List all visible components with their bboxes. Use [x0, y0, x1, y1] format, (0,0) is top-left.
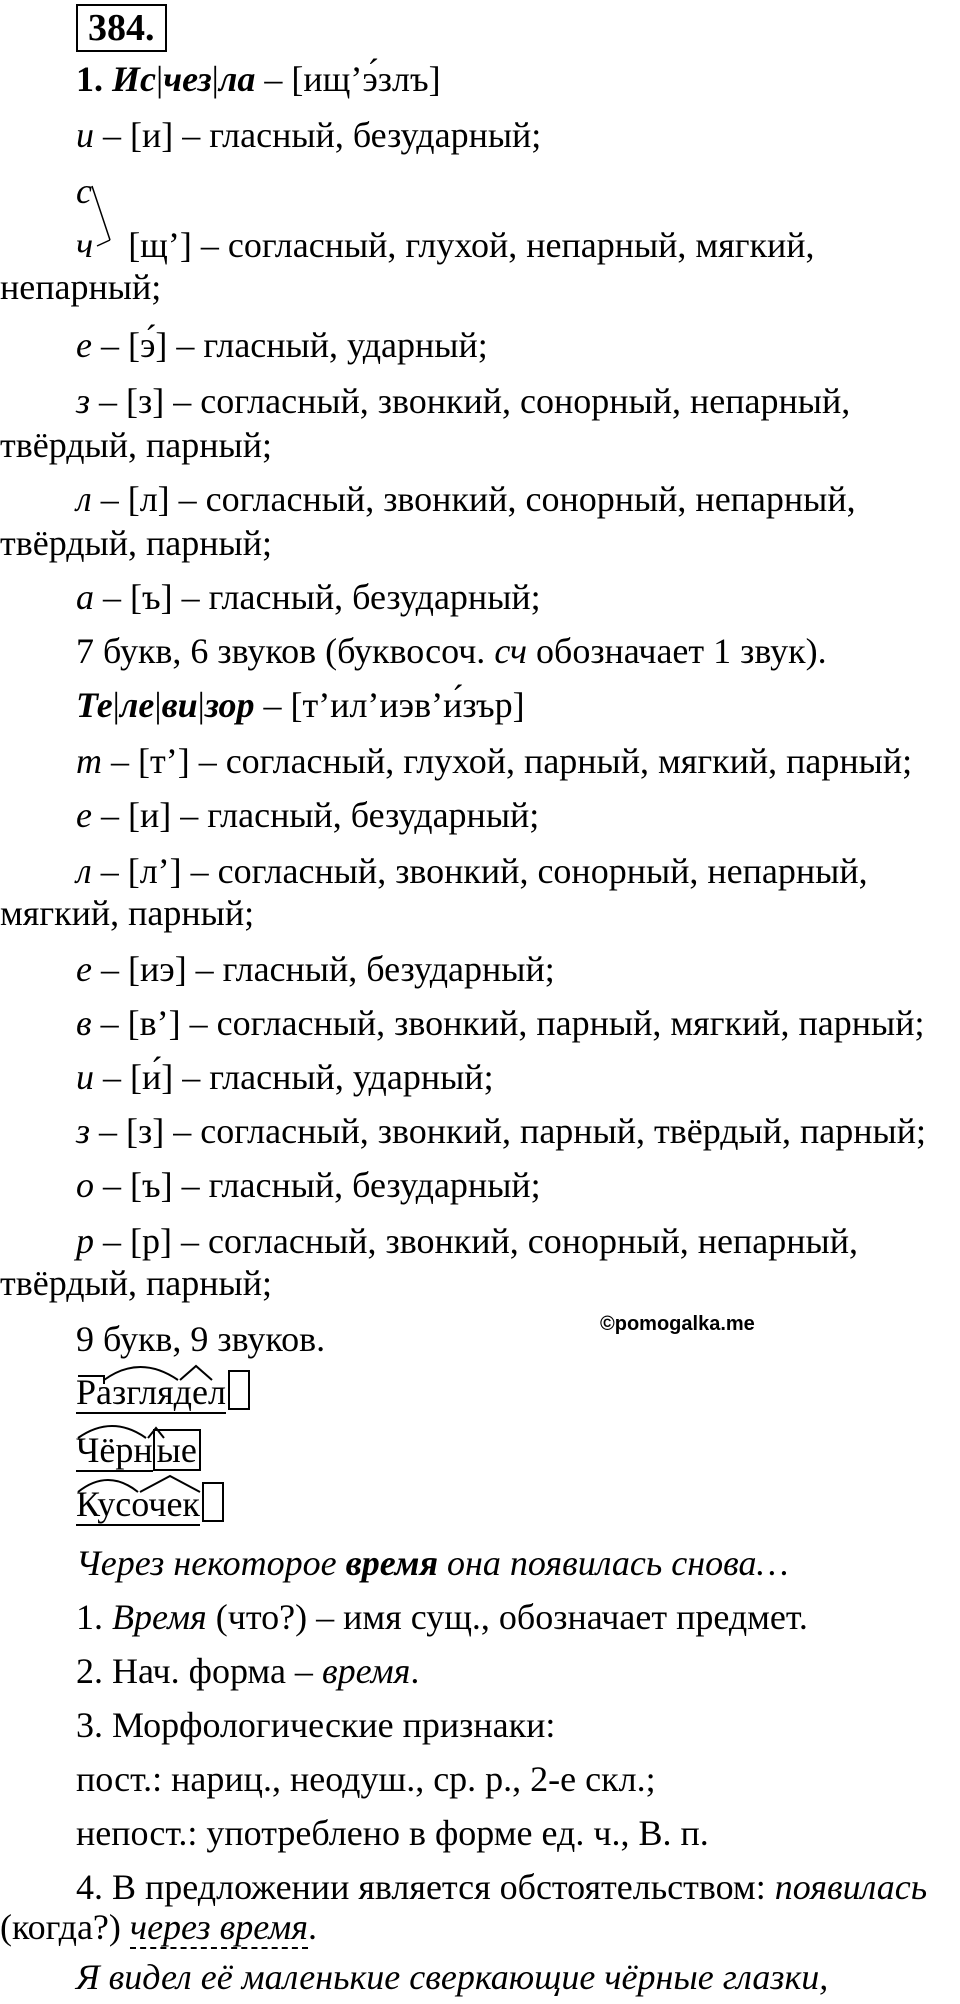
w1-line-1: с [76, 171, 92, 211]
w2-line-5: в – [в’] – согласный, звонкий, парный, мягкий, парный; [76, 1003, 925, 1043]
w1-line-8: твёрдый, парный; [0, 523, 272, 563]
analysis-line-1: 1. Время (что?) – имя сущ., обозначает предмет. [76, 1597, 808, 1637]
w2-line-4: е – [иэ] – гласный, безударный; [76, 949, 555, 989]
sentence-1: Через некоторое время она появилась снова… [76, 1543, 789, 1583]
w1-summary: 7 букв, 6 звуков (буквосоч. сч обозначает 1 звук). [76, 631, 827, 671]
word2-heading: Те|ле|ви|зор – [т’ил’иэв’и́зър] [76, 685, 525, 725]
w2-line-0: т – [т’] – согласный, глухой, парный, мягкий, парный; [76, 741, 913, 781]
w2-line-10: твёрдый, парный; [0, 1263, 272, 1303]
word1-transcription: [ищ’э́злъ] [291, 59, 441, 99]
exercise-number: 384. [76, 4, 167, 52]
watermark: ©pomogalka.me [600, 1313, 755, 1335]
w1-line-2: ч [щ’] – согласный, глухой, непарный, мягкий, [76, 225, 815, 265]
w1-line-9: а – [ъ] – гласный, безударный; [76, 577, 541, 617]
w2-summary: 9 букв, 9 звуков. [76, 1319, 326, 1359]
word1-heading: 1. Ис|чез|ла – [ищ’э́злъ] [76, 59, 441, 99]
w1-line-4: е – [э́] – гласный, ударный; [76, 325, 488, 365]
analysis-line-3: 3. Морфологические признаки: [76, 1705, 556, 1745]
w2-line-9: р – [р] – согласный, звонкий, сонорный, непарный, [76, 1221, 858, 1261]
analysis-line-2: 2. Нач. форма – время. [76, 1651, 420, 1691]
w1-line-3: непарный; [0, 267, 162, 307]
w1-line-0: и – [и] – гласный, безударный; [76, 115, 542, 155]
sentence-2: Я видел её маленькие сверкающие чёрные глазки, [76, 1957, 829, 1997]
analysis-line-6: 4. В предложении является обстоятельством: появилась [76, 1867, 928, 1907]
analysis-line-4: пост.: нариц., неодуш., ср. р., 2-е скл.; [76, 1759, 656, 1799]
w2-line-2: л – [л’] – согласный, звонкий, сонорный, непарный, [76, 851, 868, 891]
w2-line-7: з – [з] – согласный, звонкий, парный, твёрдый, парный; [76, 1111, 926, 1151]
w1-line-7: л – [л] – согласный, звонкий, сонорный, непарный, [76, 479, 856, 519]
w2-line-8: о – [ъ] – гласный, безударный; [76, 1165, 541, 1205]
word2-transcription: [т’ил’иэв’и́зър] [290, 685, 525, 725]
w1-line-5: з – [з] – согласный, звонкий, сонорный, непарный, [76, 381, 851, 421]
w2-line-1: е – [и] – гласный, безударный; [76, 795, 540, 835]
w2-line-6: и – [и́] – гласный, ударный; [76, 1057, 494, 1097]
morph-word-1: Разглядел [76, 1368, 250, 1416]
morph-word-2: Чёрн ые [76, 1426, 201, 1474]
morph-word-3: Кусочек [76, 1480, 224, 1528]
ending-box: ые [153, 1429, 201, 1471]
analysis-line-5: непост.: употреблено в форме ед. ч., В. п. [76, 1813, 709, 1853]
w1-line-6: твёрдый, парный; [0, 425, 272, 465]
w2-line-3: мягкий, парный; [0, 893, 255, 933]
analysis-line-7: (когда?) через время. [0, 1907, 318, 1947]
